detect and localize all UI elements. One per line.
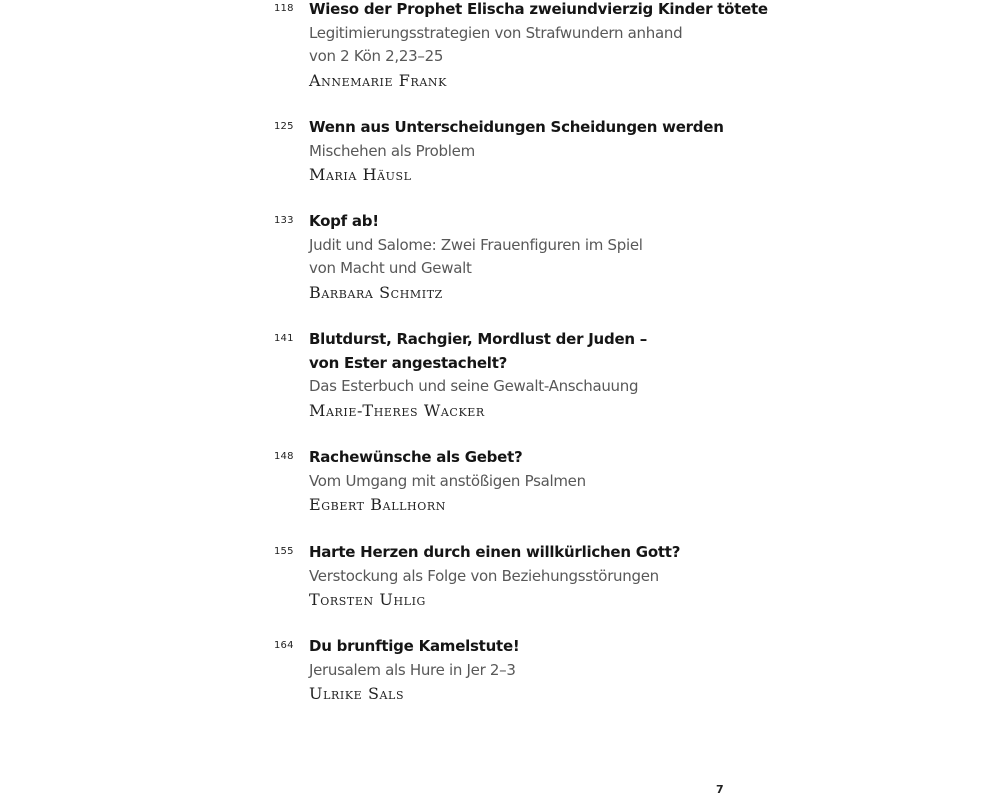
entry-title: Blutdurst, Rachgier, Mordlust der Juden – xyxy=(309,330,648,348)
entry-subtitle: Das Esterbuch und seine Gewalt-Anschauung xyxy=(309,377,639,396)
entry-subtitle: von Macht und Gewalt xyxy=(309,259,472,278)
entry-title: Wieso der Prophet Elischa zweiundvierzig Kinder tötete xyxy=(309,0,768,18)
entry-title: Harte Herzen durch einen willkürlichen Gott? xyxy=(309,543,681,561)
entry-author: Torsten Uhlig xyxy=(309,590,426,610)
entry-title: Kopf ab! xyxy=(309,212,379,230)
page-number: 148 xyxy=(274,451,294,462)
page-number: 164 xyxy=(274,640,294,651)
entry-title: von Ester angestachelt? xyxy=(309,353,508,372)
entry-author: Barbara Schmitz xyxy=(309,283,443,303)
entry-author: Egbert Ballhorn xyxy=(309,495,446,515)
folio-page-number: 7 xyxy=(716,783,724,796)
entry-subtitle: Mischehen als Problem xyxy=(309,141,475,160)
page-number: 155 xyxy=(274,546,294,557)
page-number: 133 xyxy=(274,215,294,226)
entry-subtitle: Verstockung als Folge von Beziehungsstörungen xyxy=(309,566,659,585)
page-number: 125 xyxy=(274,121,294,132)
entry-title: Du brunftige Kamelstute! xyxy=(309,637,520,655)
entry-title: Wenn aus Unterscheidungen Scheidungen werden xyxy=(309,118,724,136)
entry-author: Ulrike Sals xyxy=(309,684,405,704)
entry-subtitle: Judit und Salome: Zwei Frauenfiguren im Spiel xyxy=(309,235,643,254)
entry-author: Maria Häusl xyxy=(309,165,412,185)
page-number: 118 xyxy=(274,3,294,14)
entry-subtitle: Vom Umgang mit anstößigen Psalmen xyxy=(309,471,586,490)
entry-subtitle: von 2 Kön 2,23–25 xyxy=(309,47,444,66)
page-number: 141 xyxy=(274,333,294,344)
entry-author: Annemarie Frank xyxy=(309,71,447,91)
entry-subtitle: Legitimierungsstrategien von Strafwundern anhand xyxy=(309,23,683,42)
entry-subtitle: Jerusalem als Hure in Jer 2–3 xyxy=(309,660,516,679)
entry-title: Rachewünsche als Gebet? xyxy=(309,448,523,466)
entry-author: Marie-Theres Wacker xyxy=(309,401,485,421)
